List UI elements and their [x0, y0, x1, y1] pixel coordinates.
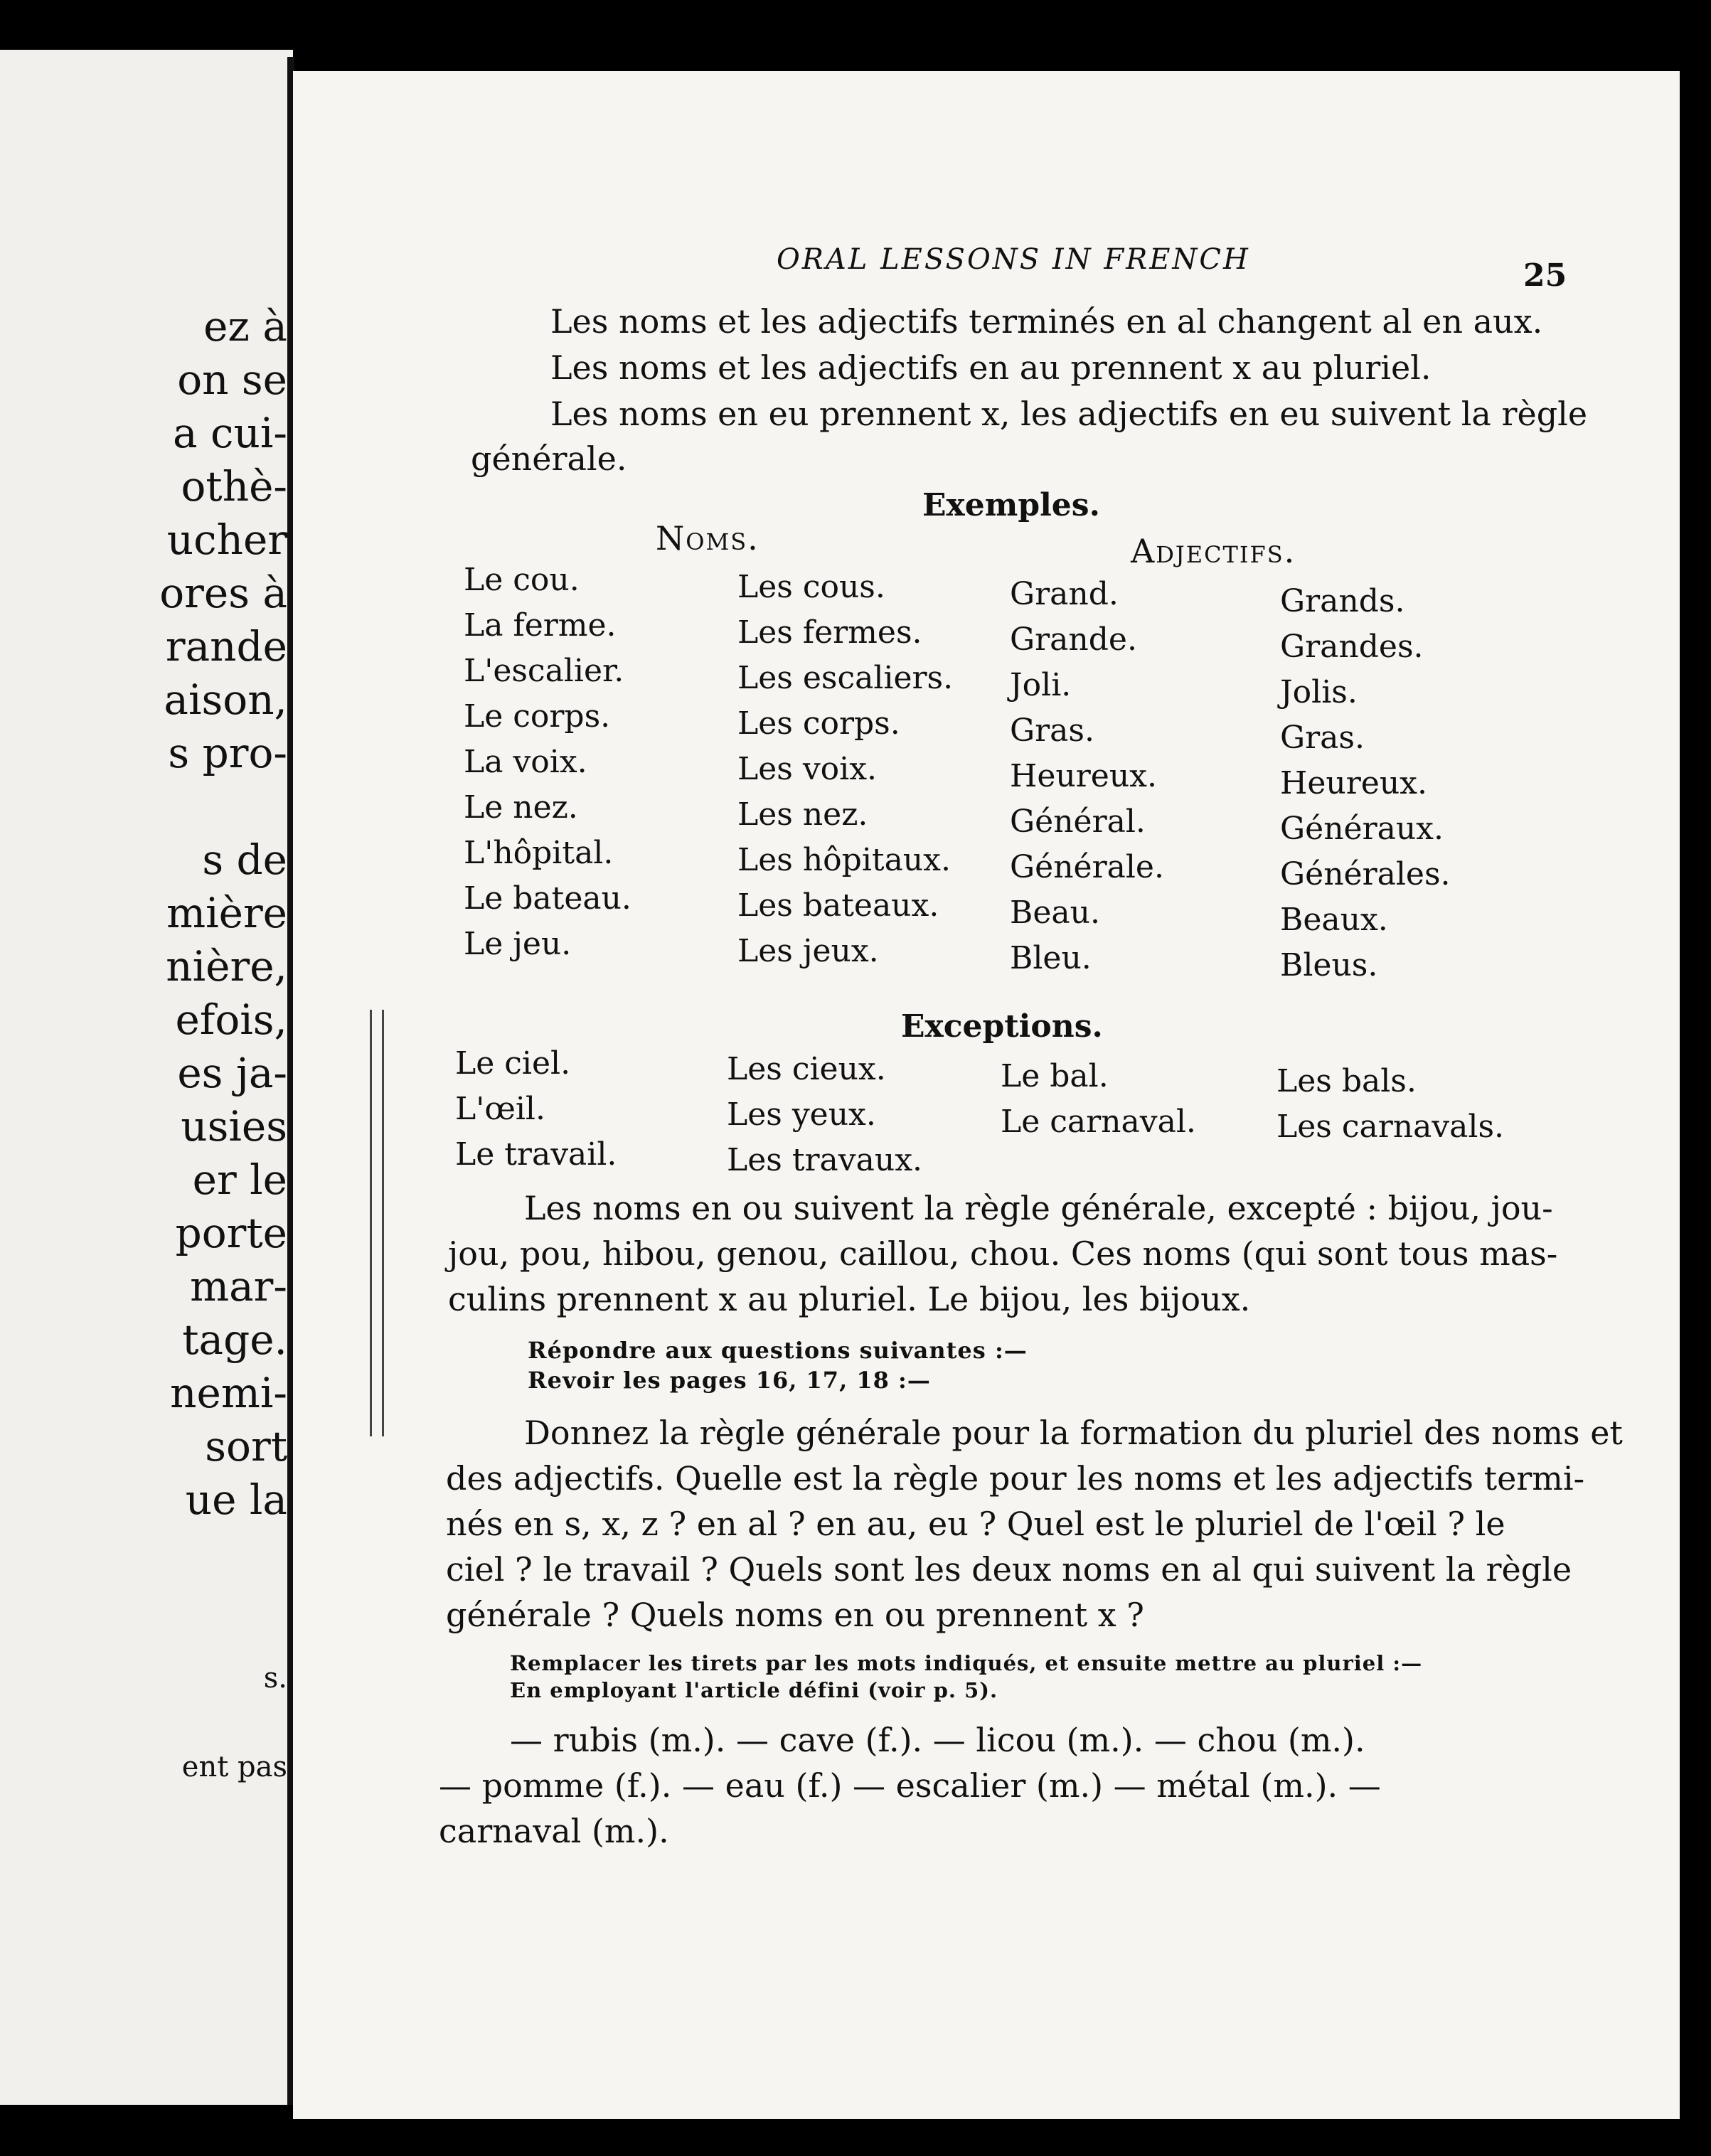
word-entry: Les cous. [737, 569, 885, 605]
left-text-line: s de [202, 836, 287, 884]
word-entry: Le bateau. [464, 880, 631, 917]
adjectifs-heading: Adjectifs. [1131, 532, 1296, 570]
noms-heading: Noms. [656, 519, 759, 557]
ou-paragraph-line: Les noms en ou suivent la règle générale, excepté : bijou, jou- [524, 1189, 1553, 1227]
word-entry: Grande. [1010, 621, 1137, 658]
word-entry: Gras. [1280, 720, 1365, 756]
word-entry: La ferme. [464, 607, 617, 644]
word-entry: Grandes. [1280, 629, 1424, 665]
page-number: 25 [1523, 257, 1567, 294]
left-text-line: tage. [182, 1316, 287, 1364]
left-text-line: a cui- [172, 409, 287, 457]
left-text-line: ez à [203, 302, 287, 351]
exercise-line: — pomme (f.). — eau (f.) — escalier (m.) — métal (m.). — [439, 1766, 1381, 1805]
word-entry: Les carnavals. [1276, 1109, 1505, 1145]
word-entry: Les bateaux. [737, 887, 939, 924]
left-text-line: usies [181, 1102, 287, 1151]
left-page [0, 50, 293, 2105]
word-entry: La voix. [464, 744, 587, 780]
left-text-line: on se [177, 356, 287, 404]
question-line: générale ? Quels noms en ou prennent x ? [446, 1596, 1144, 1634]
question-line: des adjectifs. Quelle est la règle pour les noms et les adjectifs termi- [446, 1459, 1585, 1498]
rule-line: Les noms en eu prennent x, les adjectifs en eu suivent la règle [550, 395, 1588, 433]
noms-plural-column [737, 569, 953, 978]
left-text-line: er le [192, 1156, 287, 1204]
word-entry: Grands. [1280, 583, 1405, 619]
ou-paragraph-line: jou, pou, hibou, genou, caillou, chou. Ces noms (qui sont tous mas- [448, 1234, 1558, 1273]
margin-mark [370, 1010, 384, 1436]
word-entry: Bleu. [1010, 940, 1092, 976]
adjectifs-singular-column [1010, 576, 1164, 986]
left-text-line: nemi- [170, 1369, 287, 1417]
word-entry: Les bals. [1276, 1063, 1417, 1099]
word-entry: L'hôpital. [464, 835, 614, 871]
word-entry: Le bal. [1001, 1058, 1109, 1094]
exceptions-column-4 [1276, 1063, 1504, 1154]
word-entry: Les fermes. [737, 614, 922, 651]
left-text-line: nière, [166, 942, 287, 991]
left-text-line: efois, [175, 996, 287, 1044]
rule-line: Les noms et les adjectifs en au prennent x au pluriel. [550, 348, 1432, 387]
word-entry: Les escaliers. [737, 660, 954, 696]
left-text-line: mière [166, 889, 287, 937]
word-entry: Les voix. [737, 751, 878, 787]
word-entry: Grand. [1010, 576, 1119, 612]
question-line: ciel ? le travail ? Quels sont les deux noms en al qui suivent la règle [446, 1550, 1572, 1589]
word-entry: Les travaux. [727, 1142, 922, 1178]
left-text-line: s. [263, 1662, 287, 1695]
left-text-line: s pro- [168, 729, 287, 777]
exercise-line: — rubis (m.). — cave (f.). — licou (m.). — chou (m.). [510, 1721, 1365, 1759]
ou-paragraph-line: culins prennent x au pluriel. Le bijou, les bijoux. [448, 1280, 1251, 1318]
question-line: Donnez la règle générale pour la formation du pluriel des noms et [524, 1414, 1623, 1452]
word-entry: Le carnaval. [1001, 1104, 1196, 1140]
exceptions-column-1 [455, 1045, 617, 1182]
word-entry: Le corps. [464, 698, 611, 735]
word-entry: Générale. [1010, 849, 1164, 885]
word-entry: Gras. [1010, 713, 1094, 749]
adjectifs-plural-column [1280, 583, 1451, 993]
rule-line: Les noms et les adjectifs terminés en al changent al en aux. [550, 302, 1543, 341]
word-entry: Jolis. [1280, 674, 1358, 710]
examples-heading: Exemples. [922, 487, 1100, 523]
word-entry: Beaux. [1280, 902, 1388, 938]
word-entry: Le cou. [464, 562, 580, 598]
word-entry: Les corps. [737, 705, 900, 742]
left-text-line: mar- [190, 1262, 287, 1311]
word-entry: Le travail. [455, 1136, 617, 1173]
right-page [293, 71, 1680, 2119]
running-head: ORAL LESSONS IN FRENCH [777, 243, 1250, 276]
word-entry: Joli. [1010, 667, 1072, 703]
word-entry: Le ciel. [455, 1045, 571, 1082]
rule-line: générale. [471, 439, 627, 478]
instruction-line: En employant l'article défini (voir p. 5). [510, 1678, 998, 1702]
instruction-line: Revoir les pages 16, 17, 18 :— [528, 1367, 931, 1394]
noms-singular-column [464, 562, 631, 971]
word-entry: Le nez. [464, 789, 578, 826]
left-text-line: othè- [181, 462, 287, 511]
word-entry: Les jeux. [737, 933, 879, 969]
left-text-line: ent pas [181, 1751, 287, 1783]
left-text-line: ucher [166, 516, 287, 564]
left-text-line: ue la [185, 1475, 287, 1524]
left-text-line: porte [175, 1209, 287, 1257]
word-entry: Heureux. [1280, 765, 1427, 801]
word-entry: Généraux. [1280, 811, 1444, 847]
word-entry: Les yeux. [727, 1096, 876, 1133]
left-text-line: rande [165, 622, 287, 671]
word-entry: Bleus. [1280, 947, 1378, 983]
exercise-line: carnaval (m.). [439, 1812, 669, 1850]
instruction-line: Répondre aux questions suivantes :— [528, 1337, 1028, 1364]
word-entry: Les nez. [737, 796, 868, 833]
instruction-line: Remplacer les tirets par les mots indiqués, et ensuite mettre au pluriel :— [510, 1651, 1423, 1675]
exceptions-column-2 [727, 1051, 922, 1188]
word-entry: Générales. [1280, 856, 1451, 892]
word-entry: Les hôpitaux. [737, 842, 951, 878]
word-entry: Beau. [1010, 895, 1100, 931]
word-entry: Le jeu. [464, 926, 572, 962]
word-entry: Général. [1010, 804, 1146, 840]
exceptions-heading: Exceptions. [901, 1008, 1103, 1045]
word-entry: Les cieux. [727, 1051, 886, 1087]
left-text-line: es ja- [177, 1049, 287, 1097]
left-text-line: ores à [159, 569, 287, 617]
word-entry: L'escalier. [464, 653, 624, 689]
word-entry: Heureux. [1010, 758, 1157, 794]
left-text-line: sort [205, 1422, 287, 1471]
left-text-line: aison, [164, 676, 287, 724]
exceptions-column-3 [1001, 1058, 1196, 1149]
question-line: nés en s, x, z ? en al ? en au, eu ? Quel est le pluriel de l'œil ? le [446, 1505, 1505, 1543]
word-entry: L'œil. [455, 1091, 545, 1127]
